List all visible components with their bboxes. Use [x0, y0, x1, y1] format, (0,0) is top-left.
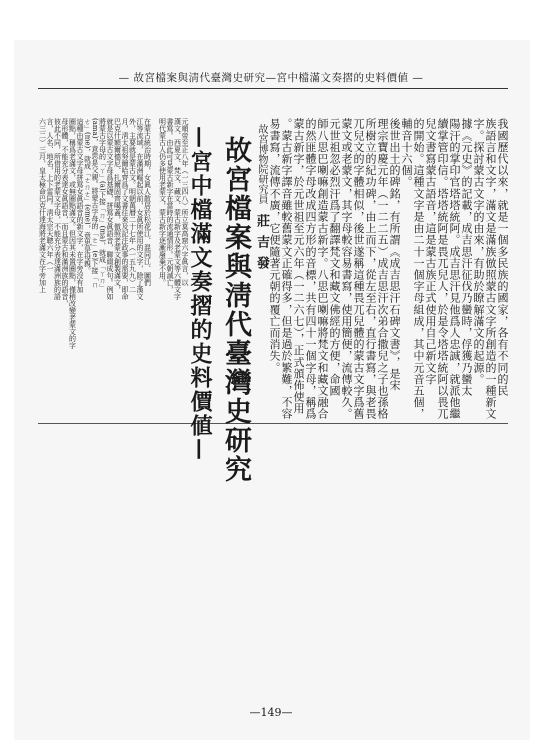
- body-area: [38, 118, 508, 686]
- body-column: 的開始。這種文字是由二十一個字母組成，其中元音五個，: [412, 118, 425, 420]
- body-column: 巴克什額爾德尼、扎爾固齊噶蓋，倣照老蒙文創製滿文，: [113, 118, 122, 293]
- body-column: 字。探討蒙古文字的由來，有助於瞭解滿文的起源。: [472, 118, 485, 385]
- body-column: 後世出土的碑銘，有所謂《成吉思汗石碑文書》，是宋: [388, 118, 401, 391]
- body-column: 在蒙古統治時期，女眞人散居於松花江、混同江、圖們: [143, 118, 152, 286]
- page-number: —149—: [249, 706, 293, 719]
- body-column: 我國歷代以來，就是一個多民族的國家，各有不同的民: [496, 118, 509, 397]
- body-column: 輔音十六個。: [400, 118, 413, 188]
- body-column: 理宗寶慶元年（一二二五）成吉思汗次弟合撒兒之子也孫格: [376, 118, 389, 420]
- author-byline: [254, 118, 268, 424]
- running-header: — 故宮檔案與淸代臺灣史研究—宮中檔滿文奏摺的史料價値 —: [118, 72, 424, 84]
- body-column: 蒙古新字，於元世祖至元六年（一二六七），正式頒佈使用: [292, 118, 305, 415]
- body-column: 師八思巴喇嘛創造蒙古新字。八思巴喇嘛將梵文和藏文融合: [316, 118, 329, 420]
- author-name: 莊吉發: [254, 214, 269, 277]
- body-column: 漢文、西夏文、梵文、藏文、蒙古新字及老蒙文等六體文字: [173, 118, 182, 300]
- body-column: ㄜ」(me)，就成「ㄜㄇㄜ」(eme)，意思是母親。: [83, 118, 92, 274]
- body-column: 兀兒文的字體相似，後世遂稱這種畏兀兒體的蒙古文字爲舊: [352, 118, 365, 420]
- body-column: 族語言和文字，滿文是滿族倣照蒙古文字所創造的一種新文: [484, 118, 497, 420]
- body-column: 。蒙古新字譯音雖較舊蒙文正確得多，但是過於繁難，不容: [280, 118, 293, 420]
- body-column: 彼此不同，所借用的老蒙文字母，不能充分表達滿洲族的語: [53, 118, 62, 300]
- body-column: 書寫。由此可見蒙古新字在當時的流通情形。元朝滅亡，: [166, 118, 174, 293]
- body-column: 母形體，不能充分表達女眞語音，而且蒙古和滿洲族的語音，: [61, 118, 69, 307]
- left-text-block: [187, 118, 269, 484]
- body-column: (ama)，意思是父親。將蒙古字母的「ㄜ」(e)下接「ㄇ: [91, 118, 99, 289]
- body-column: 易書寫，流傳不廣，它便隨著元朝的覆亡而消失。: [268, 118, 281, 374]
- body-column: 月，淸太祖努爾哈齊爲了文書往來及記注政事的需要，即命: [121, 118, 129, 300]
- article-title: 故宮檔案與淸代臺灣史研究: [220, 136, 251, 484]
- body-column: 元順帝至正八年（一三四八）所立莫高窟六字眞言，以: [181, 118, 189, 286]
- body-column: [151, 118, 159, 686]
- body-column: 就是以蒙古文字母爲基礎，拼寫女眞語音，聯綴成句。例如: [106, 118, 114, 300]
- body-column: 的然匪體字母改成四方形的音標，共有四十一個字母，稱爲: [304, 118, 317, 420]
- body-column: 兒文書寫蒙古語音，這是蒙古族正式使用自己新文字: [424, 118, 437, 385]
- right-text-block: [268, 118, 508, 686]
- body-column: 圈點，稱爲老滿文，或無圈點滿文。但因其未置圈點，僅稍改變老蒙文的字: [68, 118, 77, 349]
- body-column: 明代蒙古人仍多使用老蒙文，蒙古新字逐漸廢棄不用。: [158, 118, 167, 286]
- continuation-text-block: [38, 118, 188, 686]
- body-column: 所樹立的紀功碑，由上而下，從左至右，直行書寫，與老畏: [364, 118, 377, 420]
- author-affiliation: 故宮博物院研究員: [256, 124, 267, 204]
- body-column: 言，人名、地名，上下雷同。淸太宗天聰六年（一: [46, 118, 54, 272]
- body-column: 據《元史》的記載，成吉思汗征伐乃蠻時，俘獲乃蠻太: [460, 118, 473, 397]
- body-column: 陽汗的掌印官塔塔統阿。成吉思汗見他爲人忠誠，就派他繼: [448, 118, 461, 420]
- body-column: 外，主要就是蒙古文。明朝萬曆二十七年（一五九九）二: [128, 118, 137, 293]
- body-column: 這種由蒙古文字母拼寫女眞語音的新文字，在字旁沒有加: [76, 118, 84, 293]
- body-column: 蒙文或老蒙文，其字母較容易書寫，使用簡便，流傳較久。: [340, 118, 353, 420]
- body-column: 六三二）三月，皇太極命巴克什達海將老滿文在字旁加上: [38, 118, 47, 293]
- article-subtitle: —宮中檔滿文奏摺的史料價値—: [187, 126, 213, 462]
- body-column: 續掌管印信。塔塔統阿是畏兀兒人，於是令塔塔統阿以畏兀: [436, 118, 449, 420]
- body-column: 江等流域，在滿洲崛起以前，女眞所使用的文字，除了漢文: [136, 118, 144, 300]
- header-rule: [38, 88, 508, 89]
- body-column: 元世祖忽必烈汗爲了翻譯梵文和藏文佛經的方便，命國: [328, 118, 341, 397]
- body-column: 將蒙古字母的「ㄚ」(a)下接「ㄇ」(ma)，就成「ㄚㄇ」: [98, 118, 107, 291]
